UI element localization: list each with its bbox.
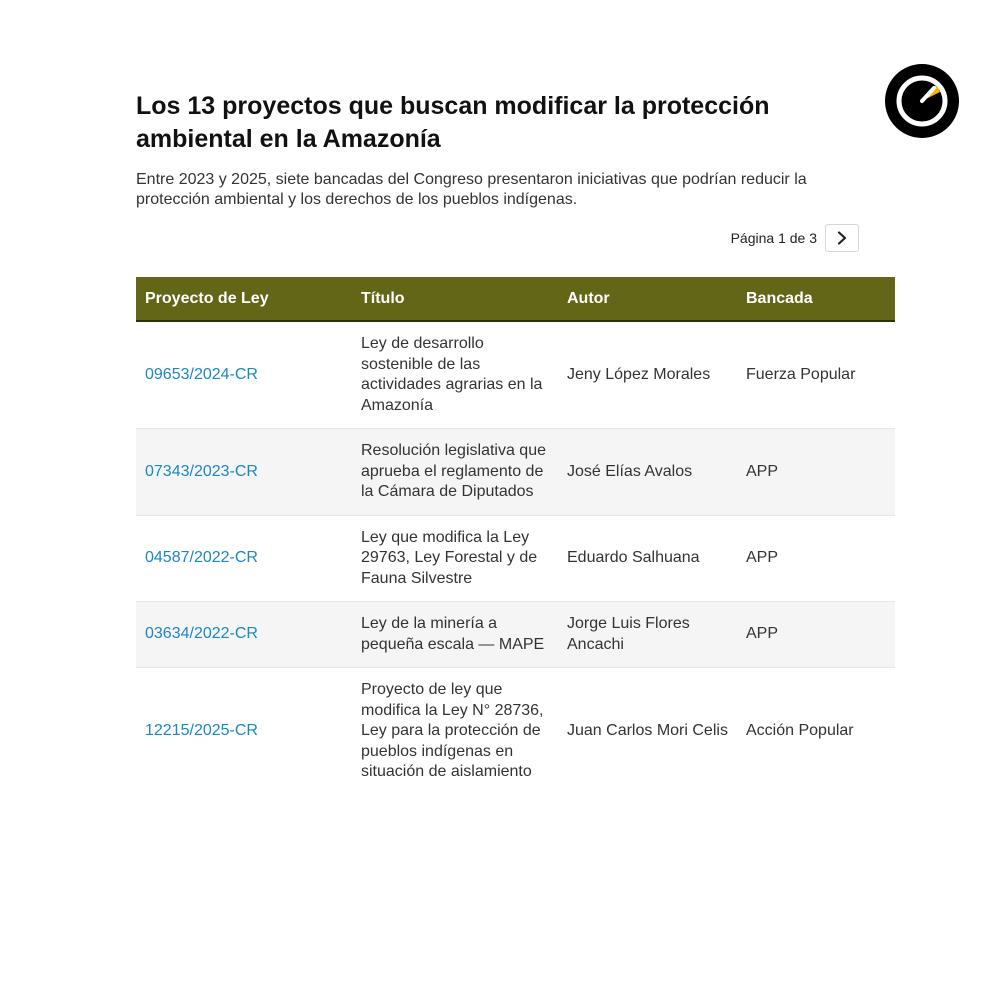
bill-link[interactable]: 03634/2022-CR [145,625,258,643]
next-page-button[interactable] [825,224,859,252]
pagination-label: Página 1 de 3 [730,230,817,246]
bill-link[interactable]: 04587/2022-CR [145,549,258,566]
chevron-right-icon [836,231,848,245]
cell-autor: Juan Carlos Mori Celis [558,668,737,795]
bill-link[interactable]: 12215/2025-CR [145,722,258,739]
pagination [136,223,859,253]
table-header-row [136,277,895,321]
table-row [136,321,895,429]
content [136,90,859,795]
cell-autor: José Elías Avalos [558,429,737,516]
circular-gauge-logo [885,64,959,138]
cell-autor: Eduardo Salhuana [558,515,737,602]
cell-proyecto [136,321,352,429]
cell-titulo: Proyecto de ley que modifica la Ley N° 28736, Ley para la protección de pueblos indígenas en situación de aislamiento [352,668,558,795]
cell-proyecto [136,515,352,602]
cell-titulo: Ley que modifica la Ley 29763, Ley Forestal y de Fauna Silvestre [352,515,558,602]
table-row [136,429,895,516]
column-header-autor: Autor [558,277,737,321]
cell-autor: Jorge Luis Flores Ancachi [558,602,737,668]
table-row [136,602,895,668]
column-header-titulo: Título [352,277,558,321]
cell-autor: Jeny López Morales [567,365,711,383]
cell-bancada: APP [737,602,895,668]
cell-bancada: Fuerza Popular [746,365,856,383]
bill-link[interactable]: 07343/2023-CR [145,462,258,480]
column-header-bancada: Bancada [737,277,895,321]
table-row [136,515,895,602]
cell-bancada: Acción Popular [737,668,895,795]
cell-proyecto [136,602,352,668]
cell-bancada: APP [737,429,895,516]
cell-titulo: Resolución legislativa que aprueba el reglamento de la Cámara de Diputados [352,429,558,516]
page-subtitle: Entre 2023 y 2025, siete bancadas del Congreso presentaron iniciativas que podrían reducir la protección ambiental y los derechos de los pueblos indígenas. [136,171,807,208]
column-header-proyecto: Proyecto de Ley [136,277,352,321]
cell-proyecto [136,668,352,795]
cell-titulo: Ley de la minería a pequeña escala — MAPE [352,602,558,668]
table-row [136,668,895,795]
page-title: Los 13 proyectos que buscan modificar la protección ambiental en la Amazonía [136,92,770,153]
cell-titulo: Ley de desarrollo sostenible de las actividades agrarias en la Amazonía [361,335,543,414]
cell-bancada: APP [737,515,895,602]
projects-table [136,277,895,795]
cell-proyecto [136,429,352,516]
bill-link[interactable]: 09653/2024-CR [145,365,258,383]
